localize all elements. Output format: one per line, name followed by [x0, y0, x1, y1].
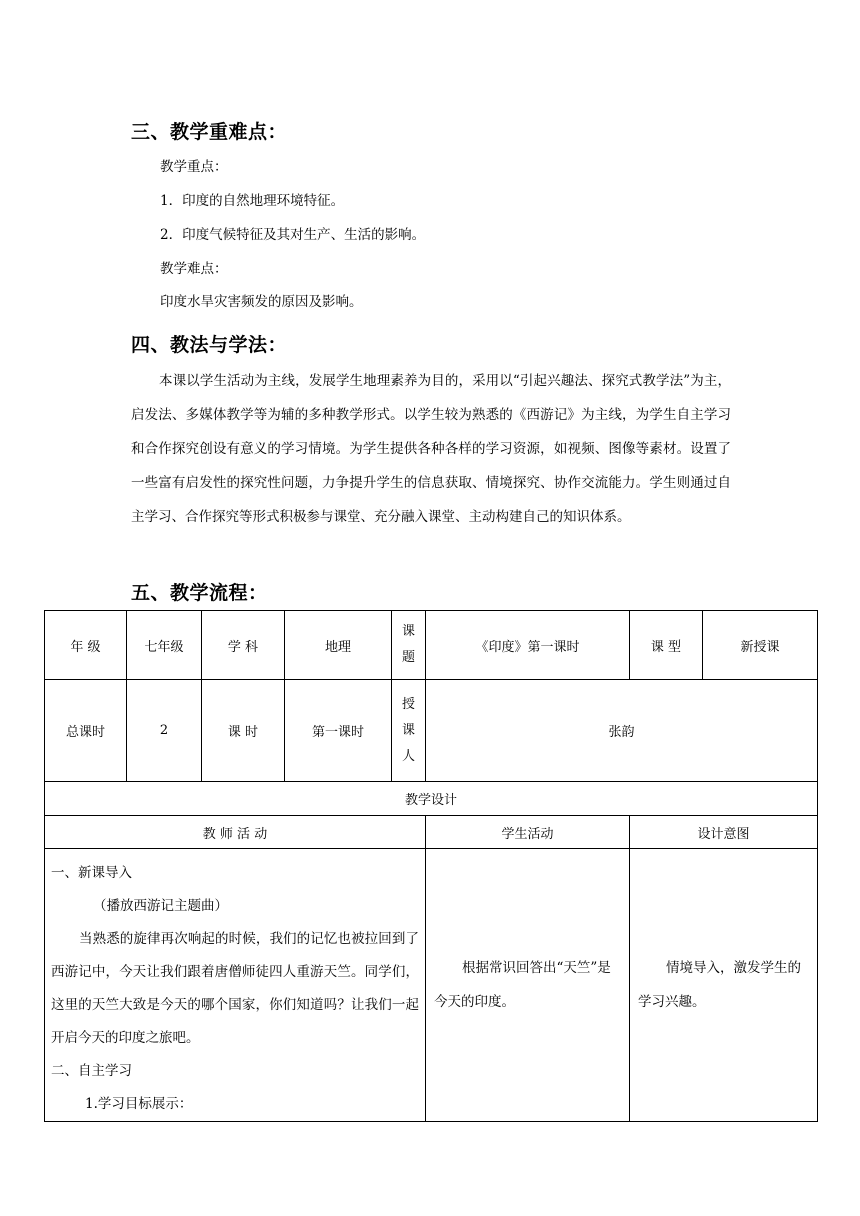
- table-row: [45, 782, 818, 816]
- method-paragraph: 本课以学生活动为主线，发展学生地理素养为目的，采用以“引起兴趣法、探究式教学法”为主，启发法、多媒体教学等为辅的多种教学形式。以学生较为熟悉的《西游记》为主线，为学生自主学习和合作探究创设有意义的学习情境。为学生提供各种各样的学习资源，如视频、图像等素材。设置了一些富有启发性的探究性问题，力争提升学生的信息获取、情境探究、协作交流能力。学生则通过自主学习、合作探究等形式积极参与课堂、充分融入课堂、主动构建自己的知识体系。: [131, 373, 731, 525]
- difficult-points-label: 教学难点：: [160, 261, 228, 277]
- teacher-activity-header: 教 师 活 动: [45, 816, 426, 849]
- lesson-plan-table: [44, 610, 818, 1122]
- design-intent-header: 设计意图: [630, 816, 818, 849]
- section4-heading: 四、教法与学法：: [131, 334, 288, 356]
- design-intent-cell: 情境导入，激发学生的学习兴趣。: [630, 849, 818, 1122]
- table-row: [45, 816, 818, 849]
- section3-heading: 三、教学重难点：: [131, 121, 288, 143]
- table-row: [45, 611, 818, 680]
- grade-label: 年 级: [45, 611, 127, 680]
- type-value: 新授课: [703, 611, 818, 680]
- key-point-item-1: 1．印度的自然地理环境特征。: [160, 193, 345, 209]
- type-label: 课 型: [630, 611, 703, 680]
- table-row: [45, 849, 818, 1122]
- section5-heading: 五、教学流程：: [131, 582, 268, 604]
- subject-label: 学 科: [202, 611, 285, 680]
- key-points-label: 教学重点：: [160, 159, 228, 175]
- grade-value: 七年级: [127, 611, 202, 680]
- difficult-point-text: 印度水旱灾害频发的原因及影响。: [160, 294, 363, 310]
- key-point-item-2: 2．印度气候特征及其对生产、生活的影响。: [160, 227, 426, 243]
- teacher-label: 授 课 人: [392, 680, 426, 782]
- subject-value: 地理: [285, 611, 392, 680]
- teacher-value: 张韵: [426, 680, 818, 782]
- table-row: [45, 680, 818, 782]
- teacher-activity-cell: 一、新课导入 （播放西游记主题曲） 当熟悉的旋律再次响起的时候，我们的记忆也被拉回到了西游记中，今天让我们跟着唐僧师徒四人重游天竺。同学们，这里的天竺大致是今天的哪个国家，你们知道吗？让我们一起开启今天的印度之旅吧。 二、自主学习 1.学习目标展示：: [45, 849, 426, 1122]
- period-label: 课 时: [202, 680, 285, 782]
- student-activity-header: 学生活动: [426, 816, 630, 849]
- topic-value: 《印度》第一课时: [426, 611, 630, 680]
- total-hours-label: 总课时: [45, 680, 127, 782]
- student-activity-cell: 根据常识回答出“天竺”是今天的印度。: [426, 849, 630, 1122]
- topic-label: 课 题: [392, 611, 426, 680]
- total-hours-value: 2: [127, 680, 202, 782]
- design-header: 教学设计: [45, 782, 818, 816]
- period-value: 第一课时: [285, 680, 392, 782]
